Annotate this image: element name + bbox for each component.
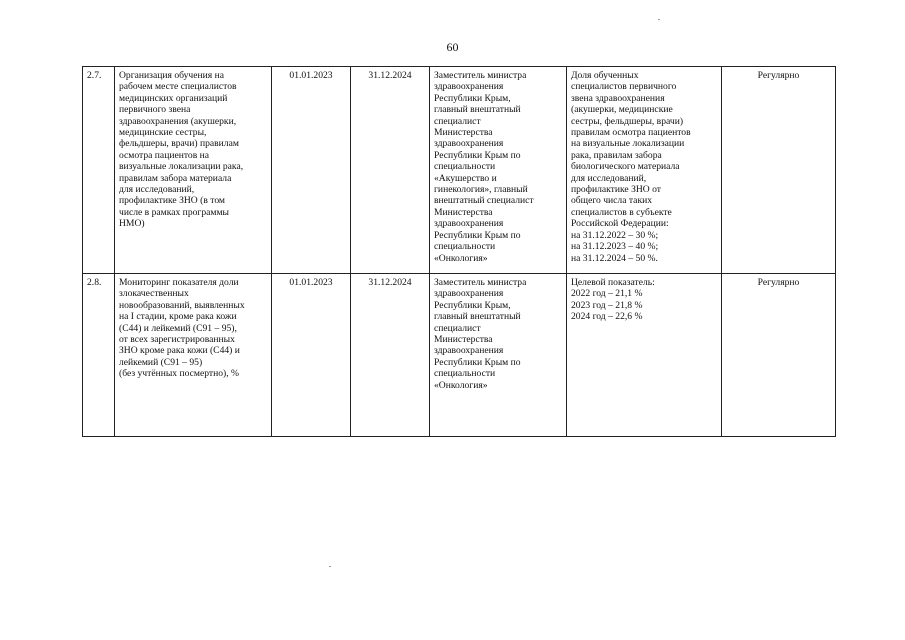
text-line: специалистов первичного — [571, 81, 677, 93]
text-line: 2023 год – 21,8 % — [571, 299, 643, 311]
text-line: Министерства — [434, 206, 493, 218]
table-row — [83, 67, 836, 274]
end-date: 31.12.2024 — [351, 274, 430, 437]
text-line: общего числа таких — [571, 195, 653, 207]
text-line: профилактике ЗНО от — [571, 184, 661, 196]
text-line: Республики Крым по — [434, 356, 521, 368]
text-line: (без учтённых посмертно), % — [119, 368, 240, 380]
text-line: специалистов в субъекте — [571, 206, 672, 218]
text-line: сестры, фельдшеры, врачи) — [571, 115, 684, 127]
text-line: первичного звена — [119, 104, 191, 116]
text-line: здравоохранения — [434, 218, 504, 230]
text-line: на 31.12.2023 – 40 %; — [571, 241, 659, 253]
text-line: звена здравоохранения — [571, 92, 665, 104]
text-line: Мониторинг показателя доли — [119, 277, 239, 288]
text-line: рака, правилам забора — [571, 149, 662, 161]
text-line: на визуальные локализации — [571, 138, 685, 150]
text-line: Российской Федерации: — [571, 218, 669, 230]
text-line: (акушерки, медицинские — [571, 104, 673, 116]
text-line: профилактике ЗНО (в том — [119, 195, 225, 207]
text-line: «Онкология» — [434, 379, 488, 391]
text-line: здравоохранения — [434, 81, 504, 93]
text-line: специалист — [434, 115, 481, 127]
text-line: визуальные локализации рака, — [119, 161, 244, 173]
text-line: «Акушерство и — [434, 172, 497, 184]
text-line: от всех зарегистрированных — [119, 334, 235, 346]
text-line: Министерства — [434, 127, 493, 139]
text-line: специалист — [434, 322, 481, 334]
text-line: числе в рамках программы — [119, 206, 229, 218]
text-line: фельдшеры, врачи) правилам — [119, 138, 239, 150]
text-line: Заместитель министра — [434, 277, 527, 288]
text-line: главный внештатный — [434, 311, 521, 323]
measure-name — [115, 274, 272, 437]
start-date: 01.01.2023 — [272, 67, 351, 274]
text-line: главный внештатный — [434, 104, 521, 116]
text-line: Республики Крым по — [434, 229, 521, 241]
scan-speck — [658, 19, 660, 20]
text-line: здравоохранения — [434, 138, 504, 150]
text-line: 2024 год – 22,6 % — [571, 311, 643, 323]
row-number: 2.7. — [83, 67, 115, 274]
row-number: 2.8. — [83, 274, 115, 437]
measure-name — [115, 67, 272, 274]
text-line: осмотра пациентов на — [119, 149, 210, 161]
periodicity: Регулярно — [722, 67, 836, 274]
scan-speck — [329, 566, 331, 567]
text-line: НМО) — [119, 218, 145, 230]
text-line: Министерства — [434, 334, 493, 346]
text-line: Республики Крым, — [434, 299, 511, 311]
table-row — [83, 274, 836, 437]
text-line: биологического материала — [571, 161, 680, 173]
text-line: внештатный специалист — [434, 195, 534, 207]
text-line: для исследований, — [119, 184, 195, 196]
responsible-executor — [430, 67, 567, 274]
expected-result — [567, 67, 722, 274]
responsible-executor — [430, 274, 567, 437]
text-line: Организация обучения на — [119, 70, 224, 81]
text-line: Республики Крым, — [434, 92, 511, 104]
end-date: 31.12.2024 — [351, 67, 430, 274]
text-line: для исследований, — [571, 172, 647, 184]
text-line: новообразований, выявленных — [119, 299, 245, 311]
text-line: специальности — [434, 368, 496, 380]
text-line: специальности — [434, 161, 496, 173]
text-line: ЗНО кроме рака кожи (С44) и — [119, 345, 240, 357]
expected-result — [567, 274, 722, 437]
plan-table — [82, 66, 836, 437]
text-line: лейкемий (С91 – 95) — [119, 356, 203, 368]
text-line: здравоохранения (акушерки, — [119, 115, 237, 127]
text-line: специальности — [434, 241, 496, 253]
text-line: Целевой показатель: — [571, 277, 655, 288]
text-line: на 31.12.2024 – 50 %. — [571, 252, 658, 264]
text-line: медицинских организаций — [119, 92, 228, 104]
text-line: правилам осмотра пациентов — [571, 127, 691, 139]
text-line: Республики Крым по — [434, 149, 521, 161]
periodicity: Регулярно — [722, 274, 836, 437]
text-line: 2022 год – 21,1 % — [571, 288, 643, 300]
text-line: медицинские сестры, — [119, 127, 207, 139]
text-line: злокачественных — [119, 288, 189, 300]
text-line: гинекология», главный — [434, 184, 528, 196]
text-line: на 31.12.2022 – 30 %; — [571, 229, 659, 241]
text-line: здравоохранения — [434, 288, 504, 300]
text-line: Заместитель министра — [434, 70, 527, 81]
text-line: «Онкология» — [434, 252, 488, 264]
text-line: рабочем месте специалистов — [119, 81, 237, 93]
page-number: 60 — [446, 40, 459, 54]
text-line: правилам забора материала — [119, 172, 232, 184]
text-line: (С44) и лейкемий (С91 – 95), — [119, 322, 237, 334]
start-date: 01.01.2023 — [272, 274, 351, 437]
text-line: Доля обученных — [571, 70, 639, 81]
text-line: здравоохранения — [434, 345, 504, 357]
text-line: на I стадии, кроме рака кожи — [119, 311, 237, 323]
